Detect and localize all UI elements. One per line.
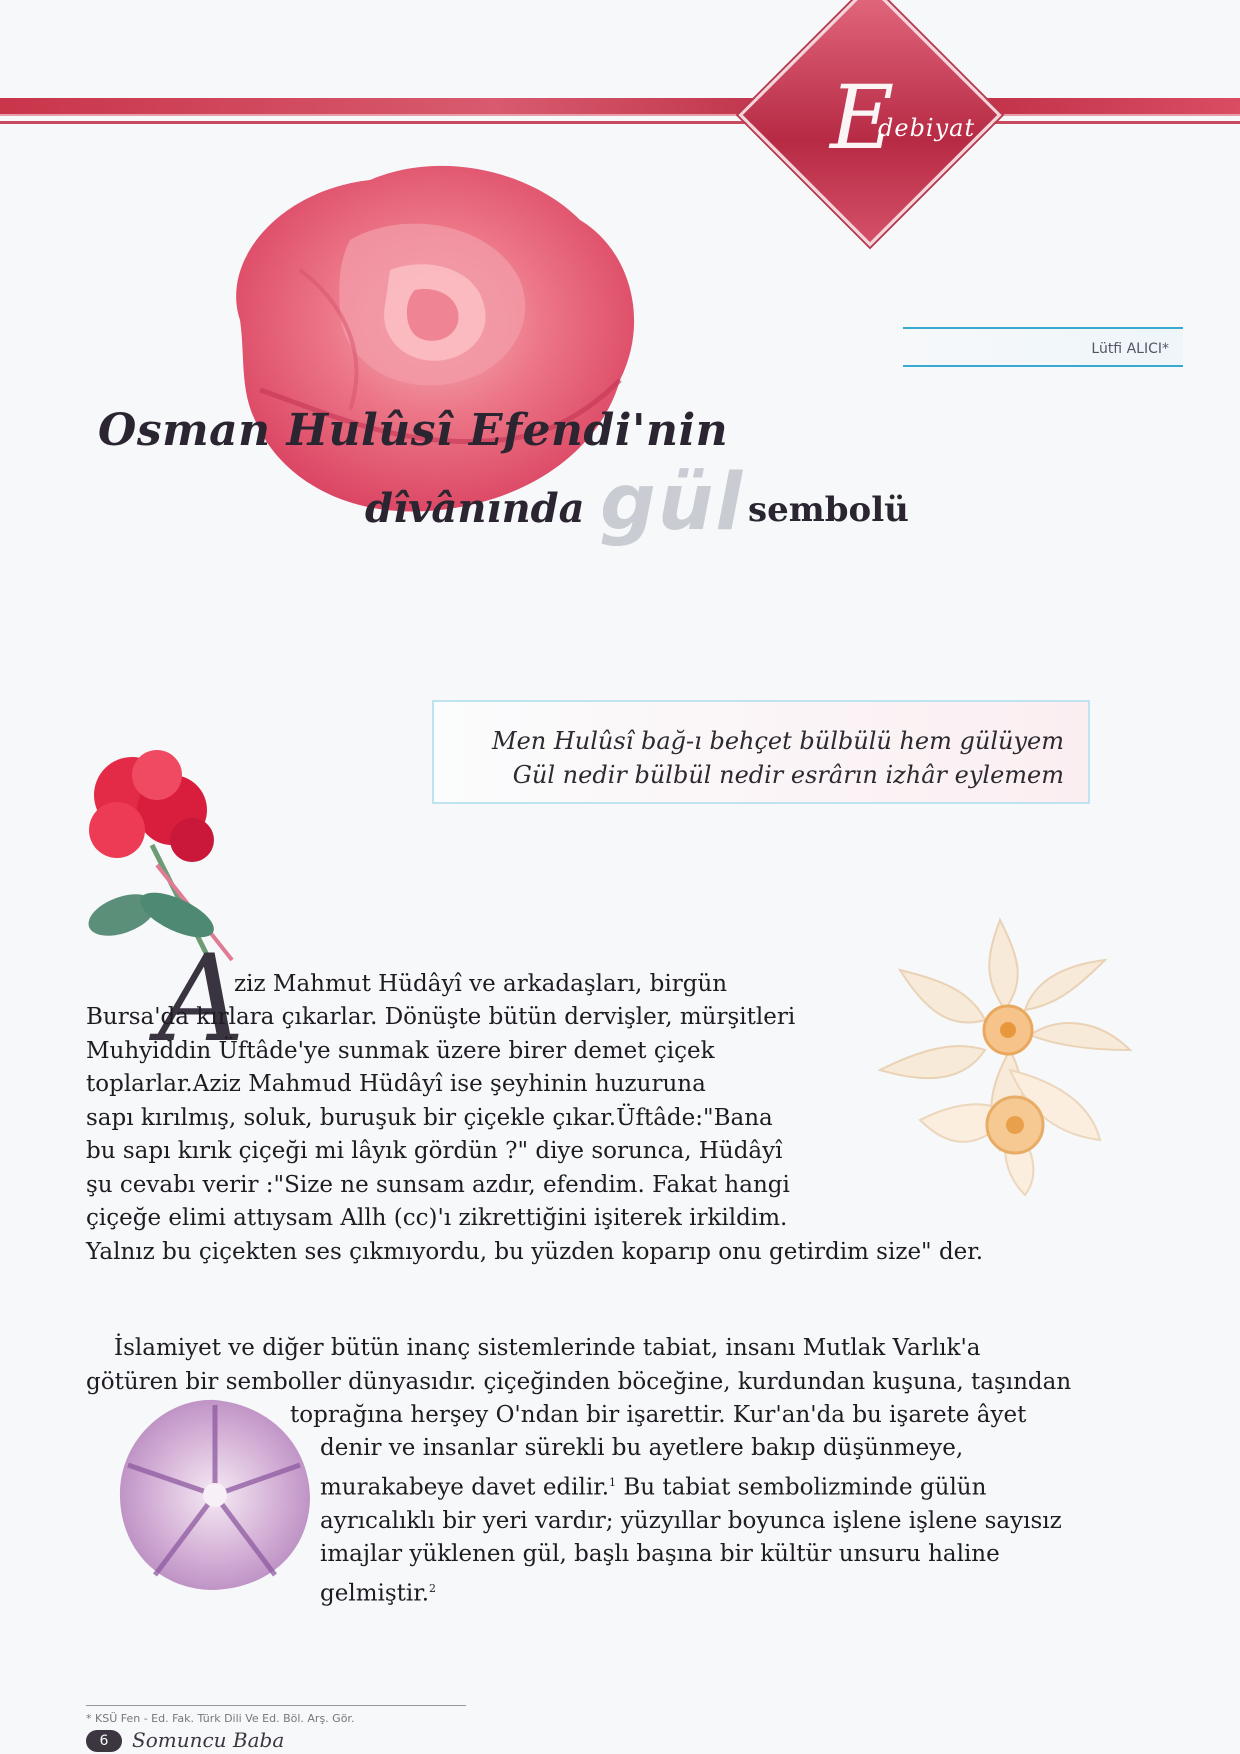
article-title-line1: Osman Hulûsî Efendi'nin [98,405,729,456]
p1-line-7: şu cevabı verir :"Size ne sunsam azdır, efendim. Fakat hangi [86,1171,790,1198]
footnote-rule [86,1705,466,1706]
drop-cap: A [158,930,245,1069]
verse-line-1: Men Hulûsî bağ-ı behçet bülbülü hem gülüyem [492,727,1064,755]
p1-line-4: toplarlar.Aziz Mahmud Hüdâyî ise şeyhinin huzuruna [86,1071,706,1097]
morning-glory-flower-image [110,1390,320,1600]
paragraph-1 [86,1001,983,1269]
p2-line-5: murakabeye davet edilir.$^1$ Bu tabiat sembolizminde gülün [320,1474,987,1501]
header-rule [0,121,1240,124]
magazine-name: Somuncu Baba [132,1728,285,1752]
p2-line-3: toprağına herşey O'ndan bir işarettir. Kur'an'da bu işarete âyet [290,1402,1027,1428]
paragraph-1-first-line [234,968,727,1002]
p2-line-1: İslamiyet ve diğer bütün inanç sistemlerinde tabiat, insanı Mutlak Varlık'a [114,1335,981,1361]
p1-line-1: ziz Mahmut Hüdâyî ve arkadaşları, birgün [234,971,728,997]
section-initial: E [830,66,895,169]
article-title-line3: sembolü [748,490,909,530]
page-number: 6 [86,1730,122,1752]
p2-line-8: gelmiştir.$^2$ [320,1580,437,1607]
article-title-gul: gül [600,458,745,548]
footnote-ref-1: 1 [609,1475,617,1489]
verse-line-2: Gül nedir bülbül nedir esrârın izhâr eylemem [512,761,1064,789]
footnote: * KSÜ Fen - Ed. Fak. Türk Dili Ve Ed. Böl. Arş. Gör. [86,1712,355,1725]
article-title-line2: dîvânında [365,485,585,532]
header-band [0,98,1240,114]
p1-line-5: sapı kırılmış, soluk, buruşuk bir çiçekle çıkar.Üftâde:"Bana [86,1104,773,1131]
p1-line-6: bu sapı kırık çiçeği mi lâyık gördün ?" diye sorunca, Hüdâyî [86,1138,783,1164]
author-name: Lütfi ALICI* [903,327,1183,367]
p1-line-8: çiçeğe elimi attıysam Allh (cc)'ı zikrettiğini işiterek irkildim. [86,1205,788,1231]
section-label [790,66,1000,170]
p1-line-3: Muhyiddin Üftâde'ye sunmak üzere birer demet çiçek [86,1037,715,1064]
section-name: debiyat [878,114,976,142]
p1-line-9: Yalnız bu çiçekten ses çıkmıyordu, bu yüzden koparıp onu getirdim size" der. [86,1238,984,1265]
footnote-ref-2: 2 [429,1581,437,1595]
p2-line-6: ayrıcalıklı bir yeri vardır; yüzyıllar boyunca işlene işlene sayısız [320,1507,1062,1534]
verse-quote-box [432,700,1090,804]
paragraph-2 [86,1332,1071,1399]
p2-line-2: götüren bir semboller dünyasıdır. çiçeğinden böceğine, kurdundan kuşuna, taşından [86,1368,1072,1395]
p1-line-2: Bursa'da kırlara çıkarlar. Dönüşte bütün dervişler, mürşitleri [86,1004,796,1030]
p2-line-4: denir ve insanlar sürekli bu ayetlere bakıp düşünmeye, [320,1435,964,1461]
p2-line-7: imajlar yüklenen gül, başlı başına bir kültür unsuru haline [320,1541,1000,1568]
paragraph-2-indent-a [290,1399,1026,1433]
rose-image [200,150,660,530]
paragraph-2-indent-b [320,1432,1062,1611]
